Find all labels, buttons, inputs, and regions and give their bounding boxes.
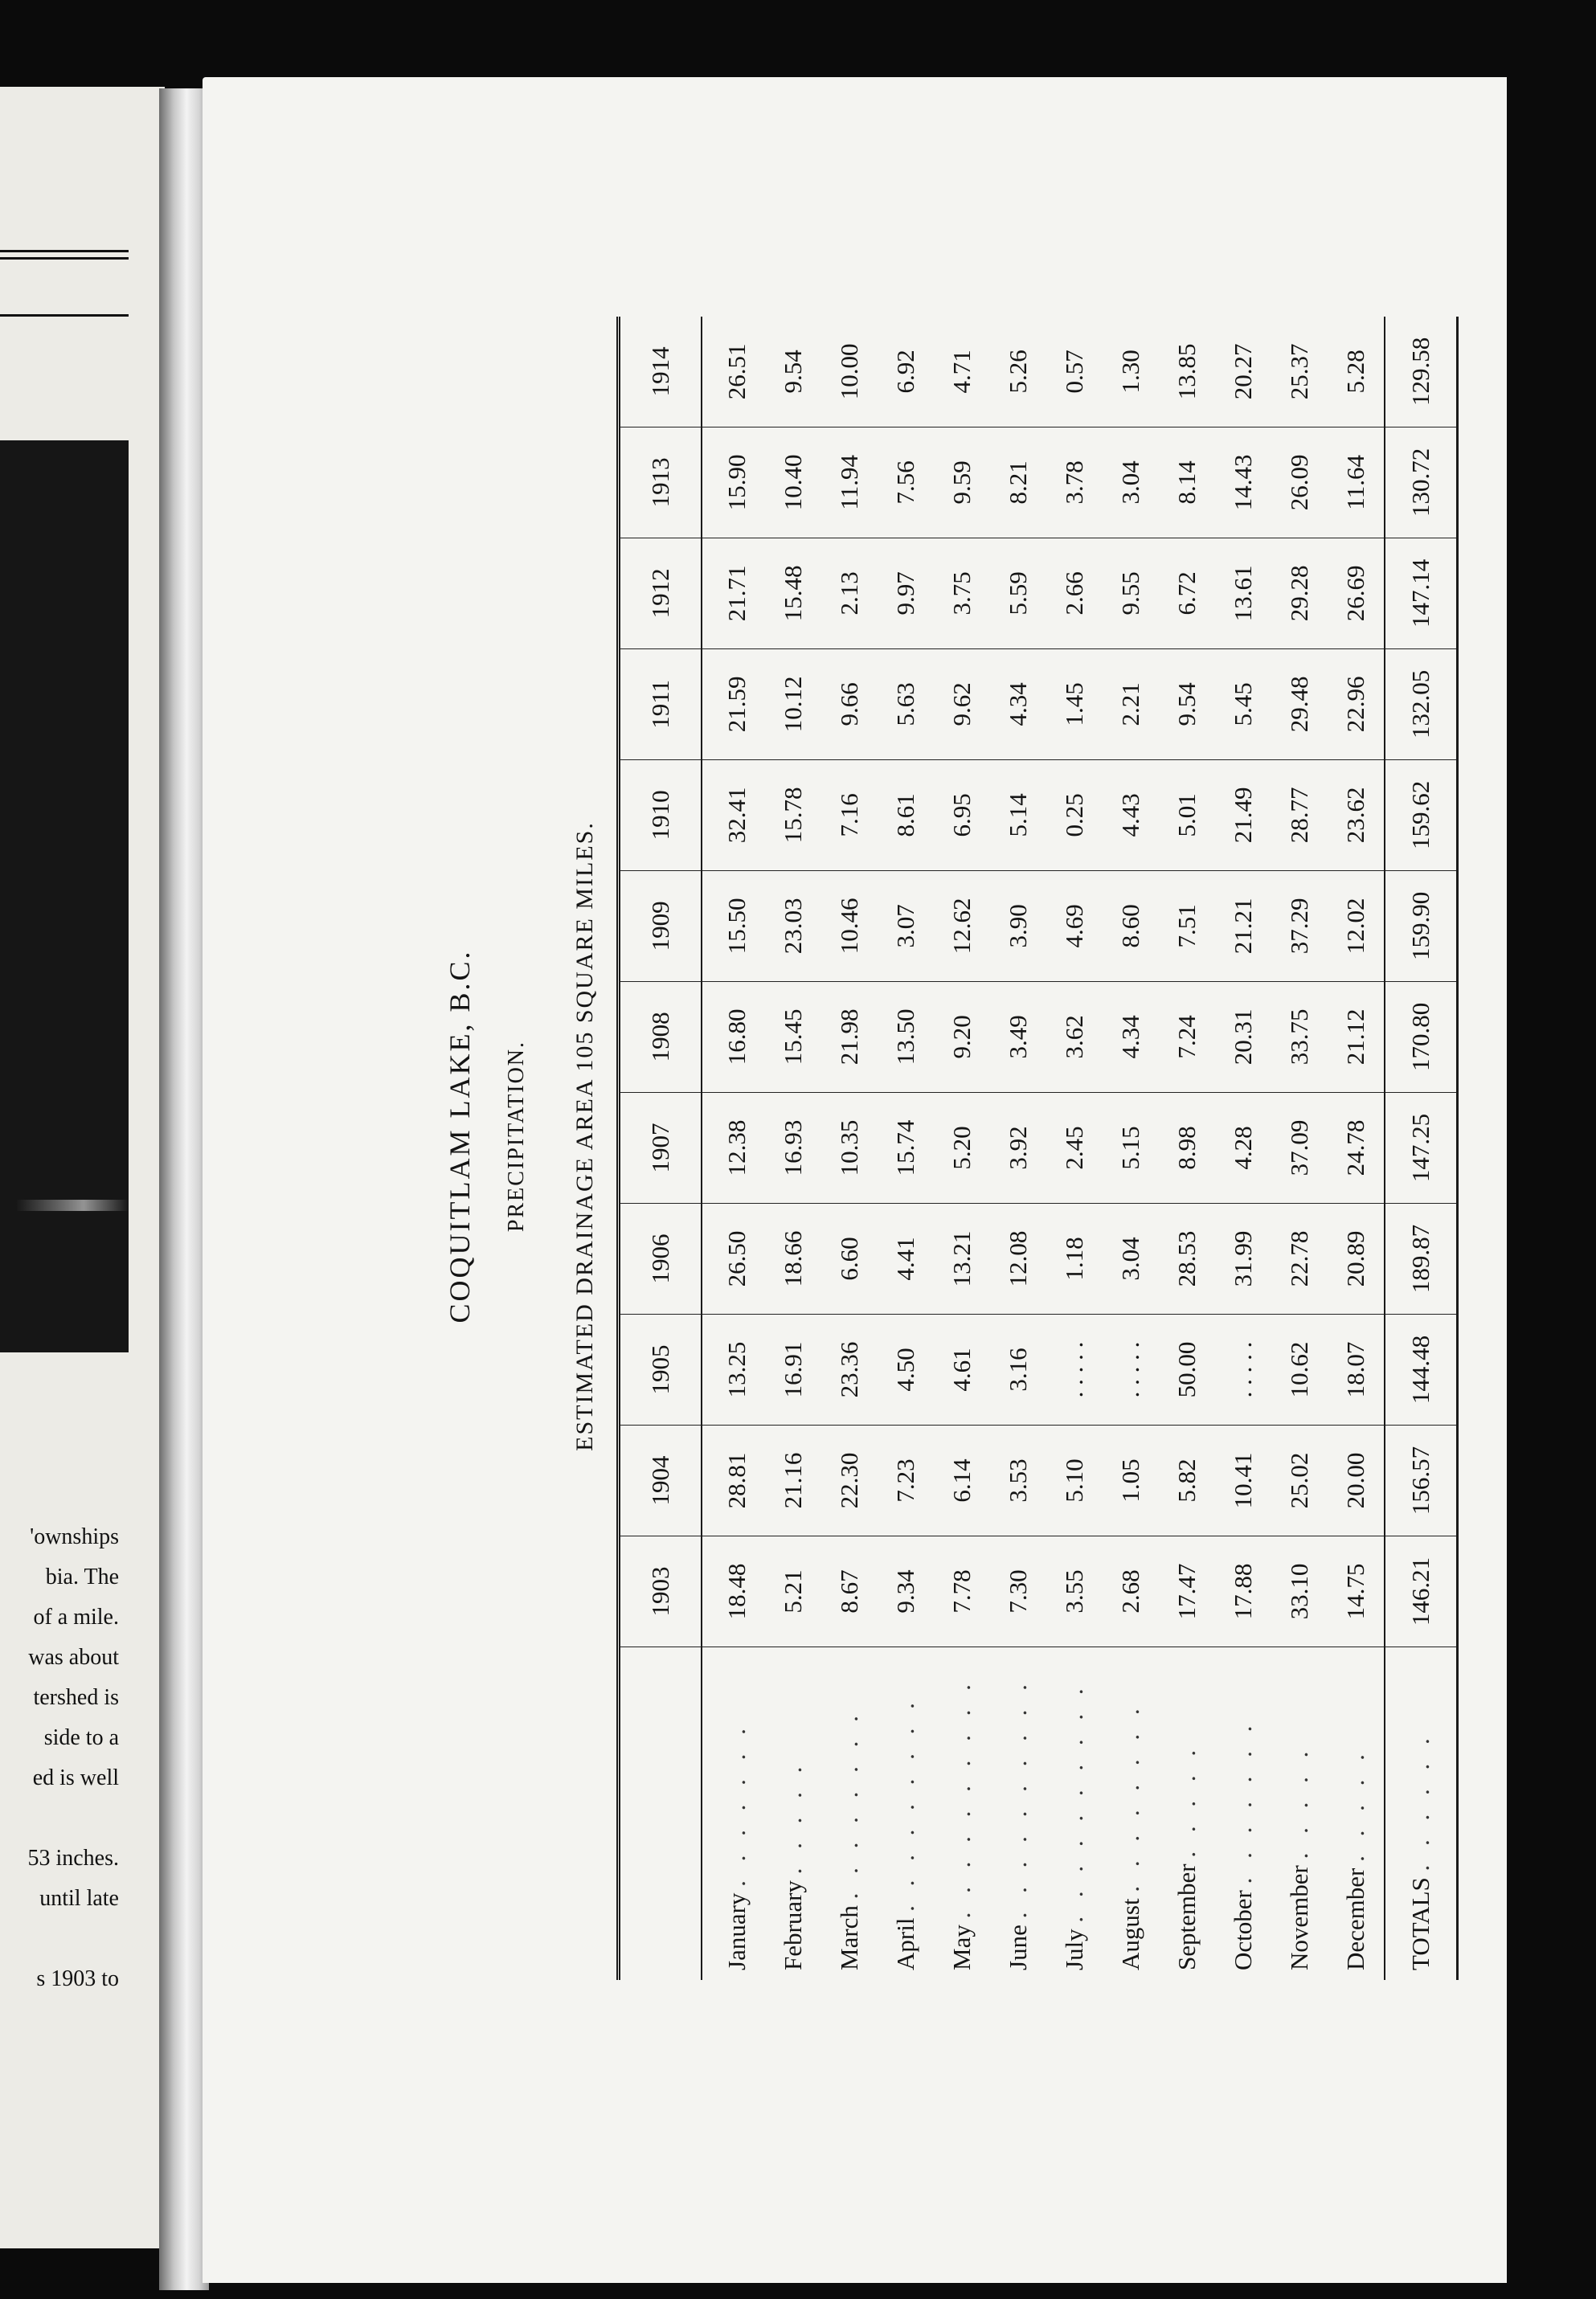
section-subtitle: PRECIPITATION. (504, 1040, 529, 1233)
value-cell: 1.30 (1103, 317, 1159, 427)
value-cell: 15.45 (765, 981, 821, 1092)
value-cell: 21.98 (821, 981, 878, 1092)
month-label-cell (702, 1647, 765, 1981)
dot-leader: . . . . . (1341, 1748, 1369, 1862)
year-header: 1910 (619, 759, 702, 870)
value-cell: 5.14 (990, 759, 1046, 870)
value-cell: 2.45 (1046, 1092, 1103, 1203)
month-name: November (1285, 1865, 1313, 1970)
dot-leader: . . . . . . (1406, 1732, 1434, 1872)
value-cell: . . . . . (1215, 1314, 1271, 1425)
value-cell: 17.88 (1215, 1536, 1271, 1647)
value-cell: 7.16 (821, 759, 878, 870)
month-name: April (891, 1917, 919, 1970)
value-cell: 16.93 (765, 1092, 821, 1203)
total-value-cell: 189.87 (1385, 1203, 1458, 1314)
dot-leader: . . . . . . . . . . (947, 1678, 976, 1919)
double-rule-bottom (0, 257, 129, 260)
month-label-cell (1103, 1647, 1159, 1981)
table-row (990, 317, 1046, 1980)
year-header: 1909 (619, 870, 702, 981)
value-cell: 5.21 (765, 1536, 821, 1647)
month-label-cell (934, 1647, 990, 1981)
value-cell: 28.81 (702, 1425, 765, 1536)
total-value-cell: 146.21 (1385, 1536, 1458, 1647)
value-cell: 3.62 (1046, 981, 1103, 1092)
dot-leader: . . . . . . . . (835, 1709, 863, 1900)
year-header: 1912 (619, 538, 702, 648)
total-value-cell: 147.25 (1385, 1092, 1458, 1203)
value-cell: 12.08 (990, 1203, 1046, 1314)
value-cell: 14.75 (1328, 1536, 1385, 1647)
value-cell: 7.78 (934, 1536, 990, 1647)
total-value-cell: 159.90 (1385, 870, 1458, 981)
value-cell: 6.72 (1159, 538, 1215, 648)
value-cell: 22.30 (821, 1425, 878, 1536)
value-cell: 7.23 (878, 1425, 934, 1536)
value-cell: 1.18 (1046, 1203, 1103, 1314)
value-cell: 21.49 (1215, 759, 1271, 870)
text-fragment: of a mile. (33, 1605, 119, 1630)
value-cell: 10.12 (765, 648, 821, 759)
value-cell: 4.50 (878, 1314, 934, 1425)
total-value-cell: 130.72 (1385, 427, 1458, 538)
table-row (1103, 317, 1159, 1980)
text-fragment: tershed is (33, 1685, 119, 1710)
value-cell: 12.02 (1328, 870, 1385, 981)
book-gutter (159, 88, 209, 2290)
value-cell: 8.14 (1159, 427, 1215, 538)
value-cell: 3.07 (878, 870, 934, 981)
value-cell: 6.92 (878, 317, 934, 427)
value-cell: 22.96 (1328, 648, 1385, 759)
value-cell: 10.35 (821, 1092, 878, 1203)
value-cell: 20.89 (1328, 1203, 1385, 1314)
value-cell: 29.48 (1271, 648, 1328, 759)
value-cell: 5.82 (1159, 1425, 1215, 1536)
table-row (765, 317, 821, 1980)
value-cell: 4.71 (934, 317, 990, 427)
month-label-cell (1328, 1647, 1385, 1981)
value-cell: 10.40 (765, 427, 821, 538)
value-cell: 10.00 (821, 317, 878, 427)
text-fragment: 'ownships (30, 1524, 119, 1549)
value-cell: 5.20 (934, 1092, 990, 1203)
value-cell: 2.21 (1103, 648, 1159, 759)
single-rule (0, 314, 129, 317)
value-cell: 8.60 (1103, 870, 1159, 981)
year-header: 1908 (619, 981, 702, 1092)
month-name: February (779, 1880, 807, 1970)
value-cell: 5.10 (1046, 1425, 1103, 1536)
total-value-cell: 147.14 (1385, 538, 1458, 648)
month-name: March (835, 1905, 863, 1970)
year-header: 1906 (619, 1203, 702, 1314)
dot-leader: . . . . . . . (722, 1722, 751, 1887)
text-fragment: ed is well (32, 1765, 119, 1790)
value-cell: 23.03 (765, 870, 821, 981)
value-cell: 15.78 (765, 759, 821, 870)
value-cell: 26.51 (702, 317, 765, 427)
value-cell: 12.38 (702, 1092, 765, 1203)
table-row (934, 317, 990, 1980)
value-cell: 2.13 (821, 538, 878, 648)
totals-row (1385, 317, 1458, 1980)
value-cell: 3.04 (1103, 427, 1159, 538)
value-cell: 3.92 (990, 1092, 1046, 1203)
value-cell: 26.69 (1328, 538, 1385, 648)
text-fragment: until late (39, 1886, 119, 1911)
value-cell: 9.54 (765, 317, 821, 427)
drainage-area-caption: ESTIMATED DRAINAGE AREA 105 SQUARE MILES. (571, 821, 598, 1451)
month-label-cell (1046, 1647, 1103, 1981)
value-cell: 21.12 (1328, 981, 1385, 1092)
table-row (1046, 317, 1103, 1980)
value-cell: 25.37 (1271, 317, 1328, 427)
month-label-cell (1215, 1647, 1271, 1981)
value-cell: 11.64 (1328, 427, 1385, 538)
month-label-cell (878, 1647, 934, 1981)
value-cell: 4.69 (1046, 870, 1103, 981)
value-cell: 13.25 (702, 1314, 765, 1425)
value-cell: 8.98 (1159, 1092, 1215, 1203)
value-cell: 7.30 (990, 1536, 1046, 1647)
precipitation-table (616, 317, 1459, 1980)
month-column-header (619, 1647, 702, 1981)
value-cell: 16.91 (765, 1314, 821, 1425)
value-cell: 5.45 (1215, 648, 1271, 759)
value-cell: 4.43 (1103, 759, 1159, 870)
text-fragment (0, 1919, 119, 1959)
value-cell: 28.53 (1159, 1203, 1215, 1314)
page-title: COQUITLAM LAKE, B.C. (444, 949, 476, 1323)
value-cell: 50.00 (1159, 1314, 1215, 1425)
value-cell: 3.55 (1046, 1536, 1103, 1647)
value-cell: 31.99 (1215, 1203, 1271, 1314)
value-cell: 8.67 (821, 1536, 878, 1647)
total-value-cell: 170.80 (1385, 981, 1458, 1092)
value-cell: 4.34 (1103, 981, 1159, 1092)
month-name: August (1116, 1898, 1144, 1970)
month-label-cell (1271, 1647, 1328, 1981)
dot-leader: . . . . . . . . . . (1004, 1678, 1032, 1919)
value-cell: 9.55 (1103, 538, 1159, 648)
totals-label: TOTALS (1406, 1877, 1434, 1970)
value-cell: 18.66 (765, 1203, 821, 1314)
value-cell: 13.61 (1215, 538, 1271, 648)
value-cell: 9.20 (934, 981, 990, 1092)
table-row (702, 317, 765, 1980)
value-cell: 37.29 (1271, 870, 1328, 981)
year-header: 1904 (619, 1425, 702, 1536)
month-name: December (1341, 1867, 1369, 1970)
rotated-table-block (407, 292, 1596, 1980)
value-cell: 5.26 (990, 317, 1046, 427)
total-value-cell: 156.57 (1385, 1425, 1458, 1536)
value-cell: 9.62 (934, 648, 990, 759)
value-cell: 29.28 (1271, 538, 1328, 648)
month-name: January (722, 1892, 751, 1970)
text-fragment: side to a (43, 1725, 119, 1750)
dot-leader: . . . . . . . (1229, 1719, 1257, 1884)
month-name: July (1060, 1929, 1088, 1970)
value-cell: 13.21 (934, 1203, 990, 1314)
year-header: 1911 (619, 648, 702, 759)
table-row (1215, 317, 1271, 1980)
value-cell: 2.68 (1103, 1536, 1159, 1647)
value-cell: 32.41 (702, 759, 765, 870)
value-cell: 10.41 (1215, 1425, 1271, 1536)
month-label-cell (990, 1647, 1046, 1981)
value-cell: 18.07 (1328, 1314, 1385, 1425)
value-cell: 4.41 (878, 1203, 934, 1314)
value-cell: 21.71 (702, 538, 765, 648)
table-row (1159, 317, 1215, 1980)
month-name: May (947, 1925, 976, 1970)
total-value-cell: 129.58 (1385, 317, 1458, 427)
month-label-cell (1159, 1647, 1215, 1981)
dot-leader: . . . . . (1285, 1745, 1313, 1859)
value-cell: 25.02 (1271, 1425, 1328, 1536)
value-cell: 18.48 (702, 1536, 765, 1647)
previous-page (0, 87, 165, 2248)
value-cell: 20.00 (1328, 1425, 1385, 1536)
value-cell: 4.28 (1215, 1092, 1271, 1203)
totals-label-cell (1385, 1647, 1458, 1981)
value-cell: 2.66 (1046, 538, 1103, 648)
text-fragment: 53 inches. (27, 1846, 119, 1871)
value-cell: 7.51 (1159, 870, 1215, 981)
value-cell: 9.54 (1159, 648, 1215, 759)
table-heading (407, 292, 649, 1980)
value-cell: 12.62 (934, 870, 990, 981)
dot-leader: . . . . . . . . (1116, 1702, 1144, 1892)
year-header: 1913 (619, 427, 702, 538)
value-cell: 4.61 (934, 1314, 990, 1425)
value-cell: 33.75 (1271, 981, 1328, 1092)
table-header-row (619, 317, 702, 1980)
year-header: 1903 (619, 1536, 702, 1647)
value-cell: 10.46 (821, 870, 878, 981)
value-cell: 13.50 (878, 981, 934, 1092)
table-row (878, 317, 934, 1980)
value-cell: 3.75 (934, 538, 990, 648)
value-cell: 20.31 (1215, 981, 1271, 1092)
value-cell: 0.25 (1046, 759, 1103, 870)
value-cell: 3.53 (990, 1425, 1046, 1536)
value-cell: 6.14 (934, 1425, 990, 1536)
value-cell: 10.62 (1271, 1314, 1328, 1425)
year-header: 1914 (619, 317, 702, 427)
value-cell: 21.59 (702, 648, 765, 759)
value-cell: 5.15 (1103, 1092, 1159, 1203)
total-value-cell: 132.05 (1385, 648, 1458, 759)
month-name: October (1229, 1890, 1257, 1970)
month-name: June (1004, 1925, 1032, 1970)
value-cell: 23.62 (1328, 759, 1385, 870)
value-cell: 1.05 (1103, 1425, 1159, 1536)
previous-page-text (0, 1517, 119, 1999)
year-header: 1905 (619, 1314, 702, 1425)
value-cell: 9.59 (934, 427, 990, 538)
value-cell: 15.90 (702, 427, 765, 538)
value-cell: 8.61 (878, 759, 934, 870)
value-cell: 21.21 (1215, 870, 1271, 981)
dot-leader: . . . . . (1172, 1743, 1201, 1858)
value-cell: 3.78 (1046, 427, 1103, 538)
month-label-cell (765, 1647, 821, 1981)
month-name: September (1172, 1863, 1201, 1970)
value-cell: 14.43 (1215, 427, 1271, 538)
year-header: 1907 (619, 1092, 702, 1203)
double-rule-top (0, 250, 129, 252)
value-cell: 15.50 (702, 870, 765, 981)
value-cell: 3.49 (990, 981, 1046, 1092)
value-cell: 37.09 (1271, 1092, 1328, 1203)
value-cell: 5.28 (1328, 317, 1385, 427)
value-cell: 5.59 (990, 538, 1046, 648)
value-cell: 6.95 (934, 759, 990, 870)
value-cell: 7.56 (878, 427, 934, 538)
text-fragment: s 1903 to (36, 1966, 119, 1991)
value-cell: 26.09 (1271, 427, 1328, 538)
value-cell: 1.45 (1046, 648, 1103, 759)
value-cell: 3.04 (1103, 1203, 1159, 1314)
value-cell: 9.97 (878, 538, 934, 648)
table-row (1271, 317, 1328, 1980)
value-cell: 22.78 (1271, 1203, 1328, 1314)
value-cell: 3.16 (990, 1314, 1046, 1425)
value-cell: . . . . . (1103, 1314, 1159, 1425)
value-cell: 7.24 (1159, 981, 1215, 1092)
value-cell: 9.66 (821, 648, 878, 759)
current-page (203, 77, 1507, 2283)
dot-leader: . . . . . . . . . . (1060, 1682, 1088, 1923)
dot-leader: . . . . . (779, 1760, 807, 1875)
value-cell: 28.77 (1271, 759, 1328, 870)
value-cell: 15.48 (765, 538, 821, 648)
value-cell: 6.60 (821, 1203, 878, 1314)
value-cell: . . . . . (1046, 1314, 1103, 1425)
value-cell: 3.90 (990, 870, 1046, 981)
text-fragment: bia. The (45, 1565, 119, 1589)
value-cell: 9.34 (878, 1536, 934, 1647)
value-cell: 0.57 (1046, 317, 1103, 427)
table-body (702, 317, 1385, 1980)
value-cell: 20.27 (1215, 317, 1271, 427)
text-fragment (0, 1798, 119, 1839)
value-cell: 8.21 (990, 427, 1046, 538)
month-label-cell (821, 1647, 878, 1981)
value-cell: 4.34 (990, 648, 1046, 759)
photograph (0, 440, 129, 1352)
text-fragment: was about (28, 1645, 119, 1670)
total-value-cell: 159.62 (1385, 759, 1458, 870)
value-cell: 26.50 (702, 1203, 765, 1314)
value-cell: 24.78 (1328, 1092, 1385, 1203)
value-cell: 33.10 (1271, 1536, 1328, 1647)
total-value-cell: 144.48 (1385, 1314, 1458, 1425)
value-cell: 11.94 (821, 427, 878, 538)
value-cell: 5.01 (1159, 759, 1215, 870)
value-cell: 23.36 (821, 1314, 878, 1425)
table-row (821, 317, 878, 1980)
value-cell: 5.63 (878, 648, 934, 759)
value-cell: 17.47 (1159, 1536, 1215, 1647)
dot-leader: . . . . . . . . . (891, 1696, 919, 1912)
value-cell: 21.16 (765, 1425, 821, 1536)
value-cell: 16.80 (702, 981, 765, 1092)
table-row (1328, 317, 1385, 1980)
value-cell: 15.74 (878, 1092, 934, 1203)
value-cell: 13.85 (1159, 317, 1215, 427)
